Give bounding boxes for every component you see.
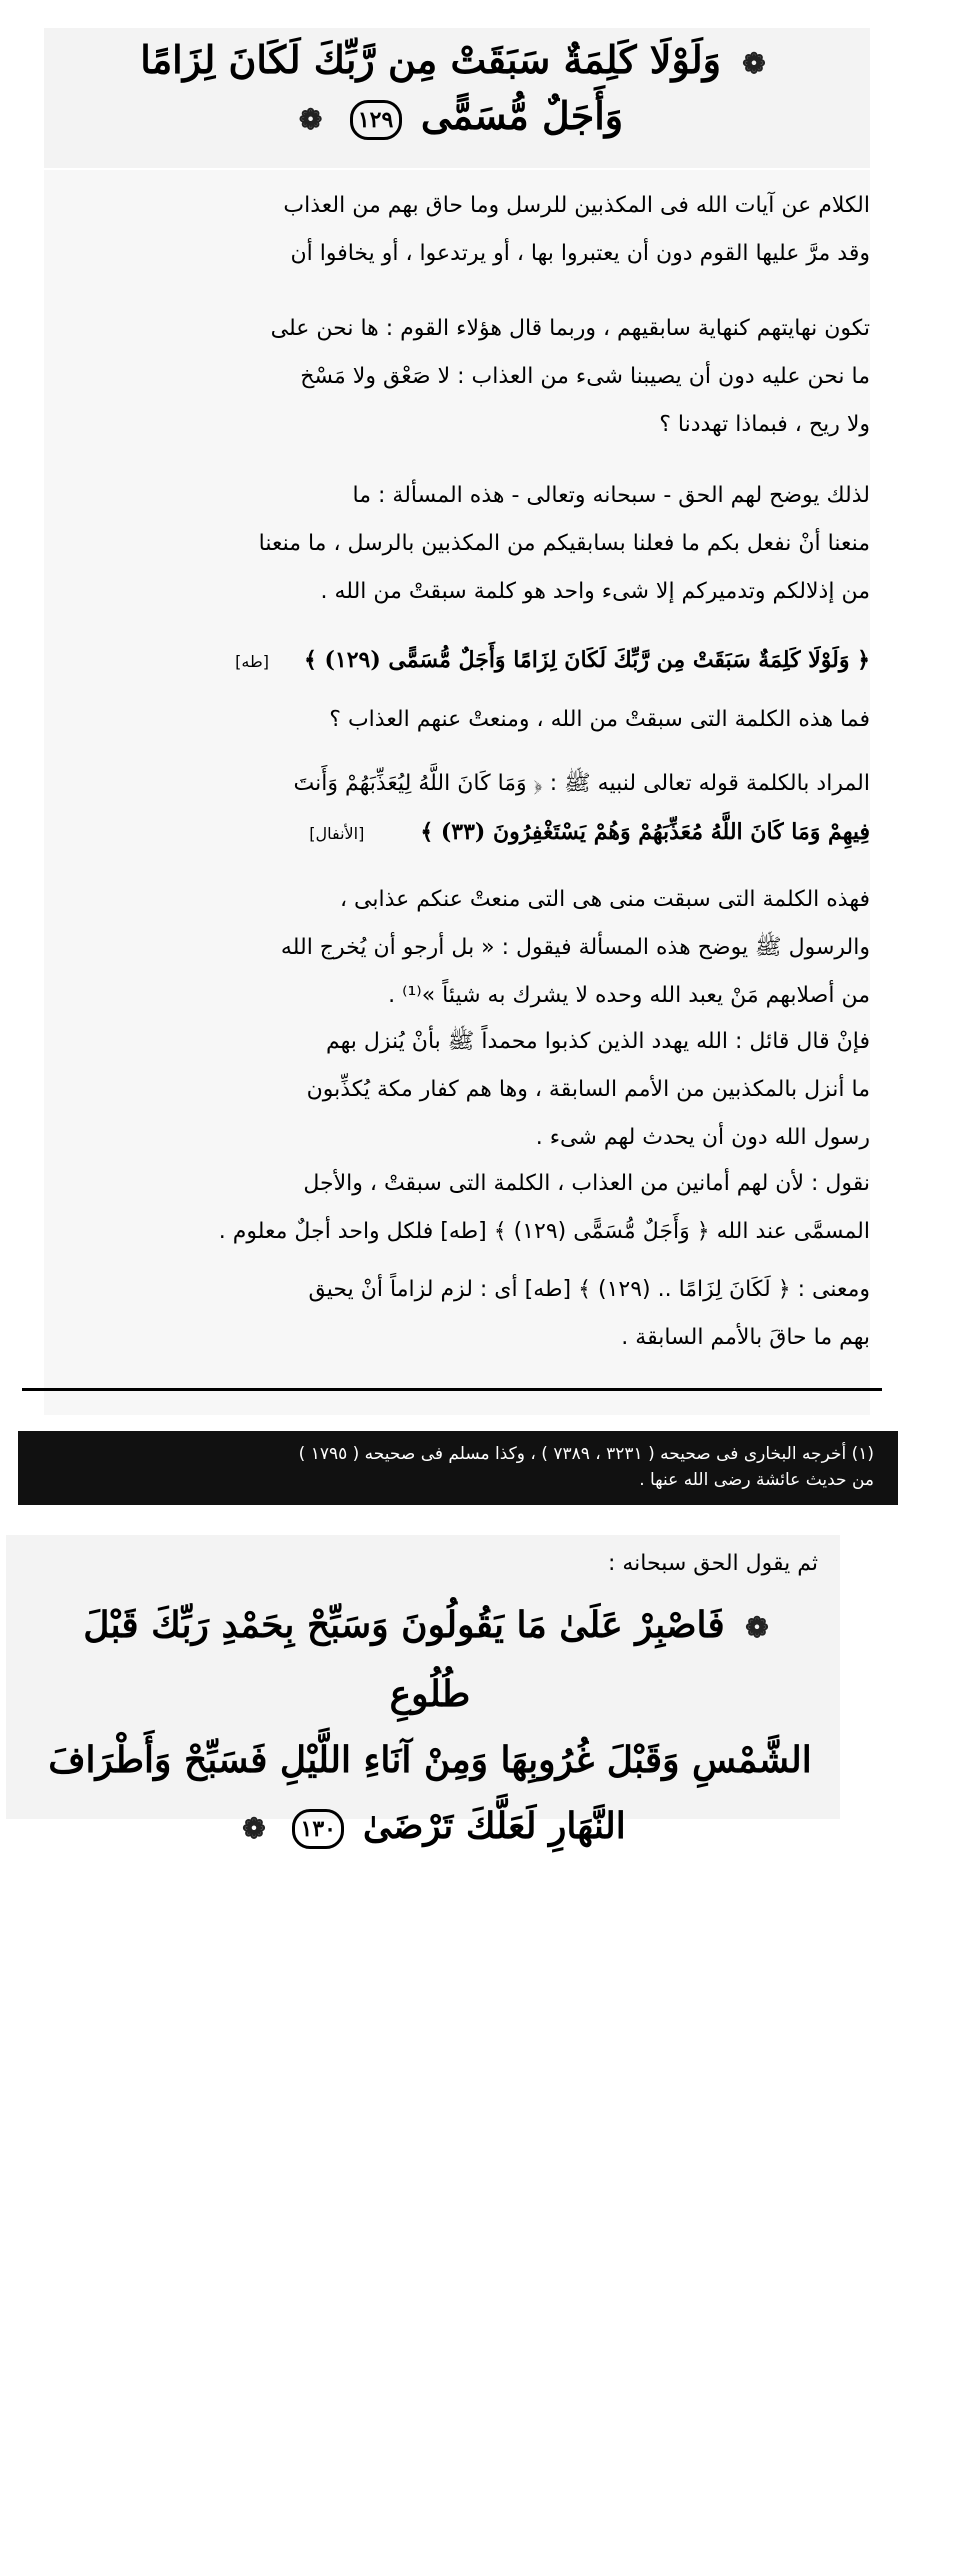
text-line: المراد بالكلمة قوله تعالى لنبيه ﷺ : ﴿ وَمَا كَانَ اللَّهُ لِيُعَذِّبَهُمْ وَأَنتَ: [293, 771, 870, 796]
text-line: فهذه الكلمة التى سبقت منى هى التى منعتْ عنكم عذابى ،: [339, 887, 870, 912]
paragraph-7: [60, 1018, 870, 1162]
text-line: المسمَّى عند الله ﴿ وَأَجَلٌ مُّسَمًّى (١٢٩) ﴾ [طه] فلكل واحد أجلٌ معلوم .: [218, 1219, 870, 1244]
verse-ornament-icon: ❁: [242, 1812, 266, 1845]
paragraph-3: [60, 472, 870, 616]
header-verse-line1: ❁ وَلَوْلَا كَلِمَةٌ سَبَقَتْ مِن رَّبِّكَ لَكَانَ لِزَامًا: [44, 34, 870, 90]
header-verse-line2: وَأَجَلٌ مُّسَمًّى ١٢٩ ❁: [44, 90, 870, 146]
text-line: من إذلالكم وتدميركم إلا شىء واحد هو كلمة سبقتْ من الله .: [320, 579, 870, 604]
text-line: رسول الله دون أن يحدث لهم شىء .: [535, 1125, 870, 1150]
text-line: والرسول ﷺ يوضح هذه المسألة فيقول : « بل أرجو أن يُخرج الله: [280, 935, 870, 960]
verse-ornament-icon: ❁: [745, 1611, 769, 1644]
next-verse-line2: الشَّمْسِ وَقَبْلَ غُرُوبِهَا وَمِنْ آنَاءِ اللَّيْلِ فَسَبِّحْ وَأَطْرَافَ: [48, 1739, 812, 1781]
text-line: ومعنى : ﴿ لَكَانَ لِزَامًا .. (١٢٩) ﴾ [طه] أى : لزم لزاماً أنْ يحيق: [308, 1277, 870, 1302]
footnote-line: (١) أخرجه البخارى فى صحيحه ( ٣٢٣١ ، ٧٣٨٩ ) ، وكذا مسلم فى صحيحه ( ١٧٩٥ ): [298, 1444, 874, 1464]
verse-number-badge: ١٢٩: [350, 100, 402, 140]
paragraph-5: [60, 760, 870, 858]
text-line: منعنا أنْ نفعل بكم ما فعلنا بسابقيكم من المكذبين بالرسل ، ما منعنا: [258, 531, 870, 556]
verse-ornament-icon: ❁: [298, 103, 323, 136]
text-line: ما نحن عليه دون أن يصيبنا شىء من العذاب : لا صَعْق ولا مَسْخ: [300, 364, 870, 389]
text-line: نقول : لأن لهم أمانين من العذاب ، الكلمة التى سبقتْ ، والأجل: [303, 1171, 870, 1196]
text-line: ولا ريح ، فبماذا تهددنا ؟: [659, 412, 870, 437]
verse-ornament-icon: ❁: [742, 47, 766, 80]
text-line: فما هذه الكلمة التى سبقتْ من الله ، ومنعتْ عنهم العذاب ؟: [329, 707, 870, 732]
text-line: لذلك يوضح لهم الحق - سبحانه وتعالى - هذه المسألة : ما: [352, 483, 870, 508]
text-line: تكون نهايتهم كنهاية سابقيهم ، وربما قال هؤلاء القوم : ها نحن على: [270, 316, 870, 341]
verse-number-badge: ١٣٠: [292, 1809, 344, 1849]
surah-reference: [الأنفال]: [309, 824, 365, 843]
paragraph-2: [60, 305, 870, 449]
header-verse: [44, 34, 870, 146]
text-line: ما أنزل بالمكذبين من الأمم السابقة ، وها هم كفار مكة يُكذِّبون: [306, 1077, 870, 1102]
footnote: [18, 1431, 898, 1505]
text-line: فإنْ قال قائل : الله يهدد الذين كذبوا محمداً ﷺ بأنْ يُنزل بهم: [326, 1029, 870, 1054]
paragraph-6: [60, 876, 870, 1020]
next-verse-line3: النَّهَارِ لَعَلَّكَ تَرْضَىٰ ١٣٠ ❁: [40, 1793, 820, 1862]
paragraph-4: [60, 696, 870, 744]
quote-1: [60, 636, 870, 686]
text-line: بهم ما حاقَ بالأمم السابقة .: [621, 1325, 870, 1350]
next-section-verse: [40, 1592, 820, 1862]
next-section-intro: ثم يقول الحق سبحانه :: [607, 1551, 818, 1576]
paragraph-8: [60, 1160, 870, 1256]
next-verse-line1: ❁ فَاصْبِرْ عَلَىٰ مَا يَقُولُونَ وَسَبِّحْ بِحَمْدِ رَبِّكَ قَبْلَ طُلُوعِ: [40, 1592, 820, 1727]
surah-reference: [طه]: [235, 652, 269, 671]
quran-quote: فِيهِمْ وَمَا كَانَ اللَّهُ مُعَذِّبَهُمْ وَهُمْ يَسْتَغْفِرُونَ (٣٣) ﴾: [420, 819, 870, 845]
text-line: وقد مرَّ عليها القوم دون أن يعتبروا بها ، أو يرتدعوا ، أو يخافوا أن: [290, 241, 870, 266]
paragraph-9: [60, 1266, 870, 1362]
paragraph-1: [60, 182, 870, 278]
text-line: من أصلابهم مَنْ يعبد الله وحده لا يشرك به شيئاً »⁽¹⁾ .: [388, 983, 870, 1008]
footnote-line: من حديث عائشة رضى الله عنها .: [639, 1470, 874, 1490]
text-line: الكلام عن آيات الله فى المكذبين للرسل وما حاق بهم من العذاب: [283, 193, 870, 218]
quran-quote: ﴿ وَلَوْلَا كَلِمَةٌ سَبَقَتْ مِن رَّبِّكَ لَكَانَ لِزَامًا وَأَجَلٌ مُّسَمًّى (١٢٩) ﴾: [303, 647, 870, 673]
footnote-divider: [22, 1388, 882, 1391]
